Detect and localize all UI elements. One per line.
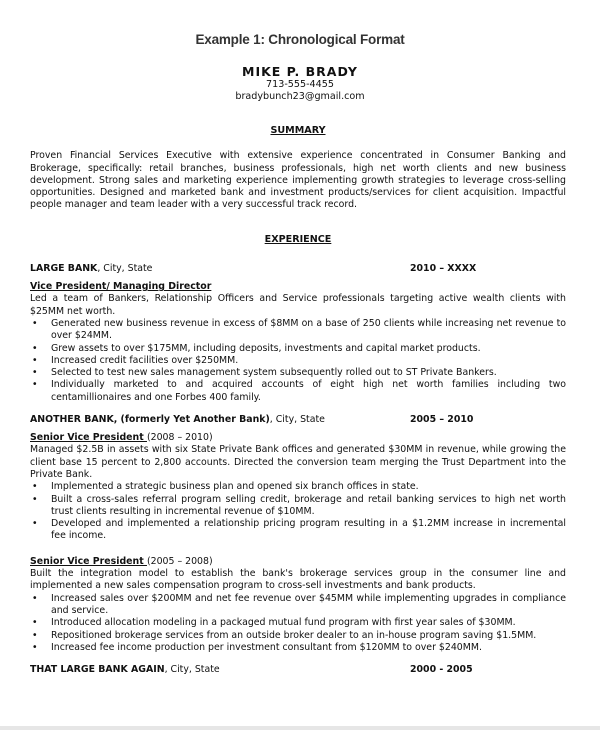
bullet-list: [30, 593, 566, 654]
job-header: [30, 414, 566, 427]
location: , City, State: [269, 414, 325, 426]
summary-heading: SUMMARY: [270, 125, 326, 136]
summary-text: Proven Financial Services Executive with extensive experience concentrated in Consumer Banking and Brokerage, specifically: retail branches, business professionals, high net worth clients and new business development. Strong sales and marketing experience implementing growth strategies to leverage cross-selling opportunities. Designed and marketed bank and investment products/services for client acquisition. Impactful people manager and team leader with a very successful track record.: [30, 150, 566, 211]
role-summary: Managed $2.5B in assets with six State Private Bank offices and generated $30MM in revenue, while growing the client base 15 percent to 2,800 accounts. Directed the conversion team merging the Trust Department into the Private Bank.: [30, 444, 566, 480]
phone: 713-555-4455: [266, 79, 334, 90]
list-item: • Introduced allocation modeling in a packaged mutual fund program with first year sales of $30MM.: [30, 617, 566, 629]
document-title: Example 1: Chronological Format: [195, 32, 405, 47]
bullet-list: [30, 318, 566, 404]
experience-heading: EXPERIENCE: [264, 233, 332, 245]
role-title: Senior Vice President: [30, 432, 147, 444]
company: LARGE BANK: [30, 263, 98, 275]
list-item: • Increased credit facilities over $250MM.: [30, 355, 566, 367]
role-summary: Built the integration model to establish the bank's brokerage services group in the consumer line and implemented a new sales compensation program to cross-sell investments and bank products.: [30, 568, 566, 592]
role-title: Vice President/ Managing Director: [30, 281, 212, 293]
list-item: • Built a cross-sales referral program selling credit, brokerage and retail banking services to high net worth trust clients resulting in incremental revenue of $10MM.: [30, 494, 566, 519]
location: , City, State: [164, 664, 220, 676]
email: bradybunch23@gmail.com: [235, 91, 365, 102]
page-edge: [0, 726, 600, 730]
list-item: • Generated new business revenue in excess of $8MM on a base of 250 clients while increasing net revenue to over $24MM.: [30, 318, 566, 343]
job-dates: 2005 – 2010: [410, 414, 474, 426]
role-dates: (2008 – 2010): [146, 432, 213, 444]
location: , City, State: [97, 263, 153, 275]
list-item: • Selected to test new sales management system subsequently rolled out to ST Private Bankers.: [30, 367, 566, 379]
list-item: • Repositioned brokerage services from an outside broker dealer to an in-house program saving $1.5MM.: [30, 630, 566, 642]
list-item: • Increased sales over $200MM and net fee revenue over $45MM while implementing upgrades in compliance and service.: [30, 593, 566, 618]
list-item: • Implemented a strategic business plan and opened six branch offices in state.: [30, 481, 566, 493]
role-summary: Led a team of Bankers, Relationship Officers and Service professionals targeting active wealth clients with $25MM net worth.: [30, 293, 566, 317]
company: THAT LARGE BANK AGAIN: [30, 664, 165, 676]
list-item: • Developed and implemented a relationship pricing program resulting in a $1.2MM increase in incremental fee income.: [30, 518, 566, 543]
role-dates: (2005 – 2008): [146, 555, 213, 567]
job-dates: 2000 - 2005: [410, 664, 473, 676]
list-item: • Grew assets to over $175MM, including deposits, investments and capital market products.: [30, 343, 566, 355]
job-header: [30, 664, 566, 677]
candidate-name: MIKE P. BRADY: [242, 64, 358, 79]
job-dates: 2010 – XXXX: [410, 263, 477, 275]
role-title: Senior Vice President: [30, 555, 147, 567]
bullet-list: [30, 481, 566, 542]
list-item: • Individually marketed to and acquired accounts of eight high net worth families including two centamillionaires and one Forbes 400 family.: [30, 379, 566, 404]
list-item: • Increased fee income production per investment consultant from $120MM to over $240MM.: [30, 642, 566, 654]
company: ANOTHER BANK, (formerly Yet Another Bank): [30, 414, 270, 426]
resume-body: [30, 0, 566, 677]
job-header: [30, 263, 566, 276]
